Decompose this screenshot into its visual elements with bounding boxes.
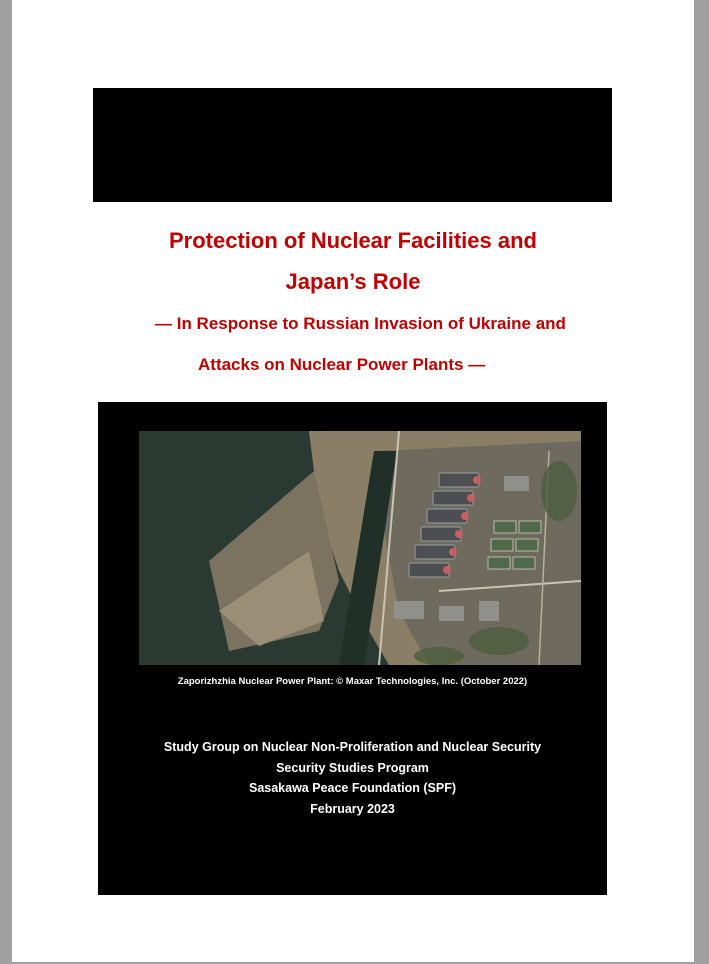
cover-black-box [98,402,607,895]
subtitle-line-2: Attacks on Nuclear Power Plants — [198,355,486,374]
credit-line-study-group: Study Group on Nuclear Non-Proliferation and Nuclear Security [163,740,542,754]
photo-caption: Zaporizhzhia Nuclear Power Plant: © Maxar Technologies, Inc. (October 2022) [177,676,528,687]
credit-line-program: Security Studies Program [276,760,429,775]
title-line-2: Japan’s Role [285,269,421,294]
document-page [12,0,694,962]
credit-line-foundation: Sasakawa Peace Foundation (SPF) [248,781,456,796]
title-line-1: Protection of Nuclear Facilities and [169,228,537,253]
subtitle-line-1: — In Response to Russian Invasion of Ukraine and [155,314,566,333]
redacted-header-band [93,88,612,202]
credit-line-date: February 2023 [310,802,395,817]
satellite-photo [139,431,581,665]
credits-block [98,737,607,820]
